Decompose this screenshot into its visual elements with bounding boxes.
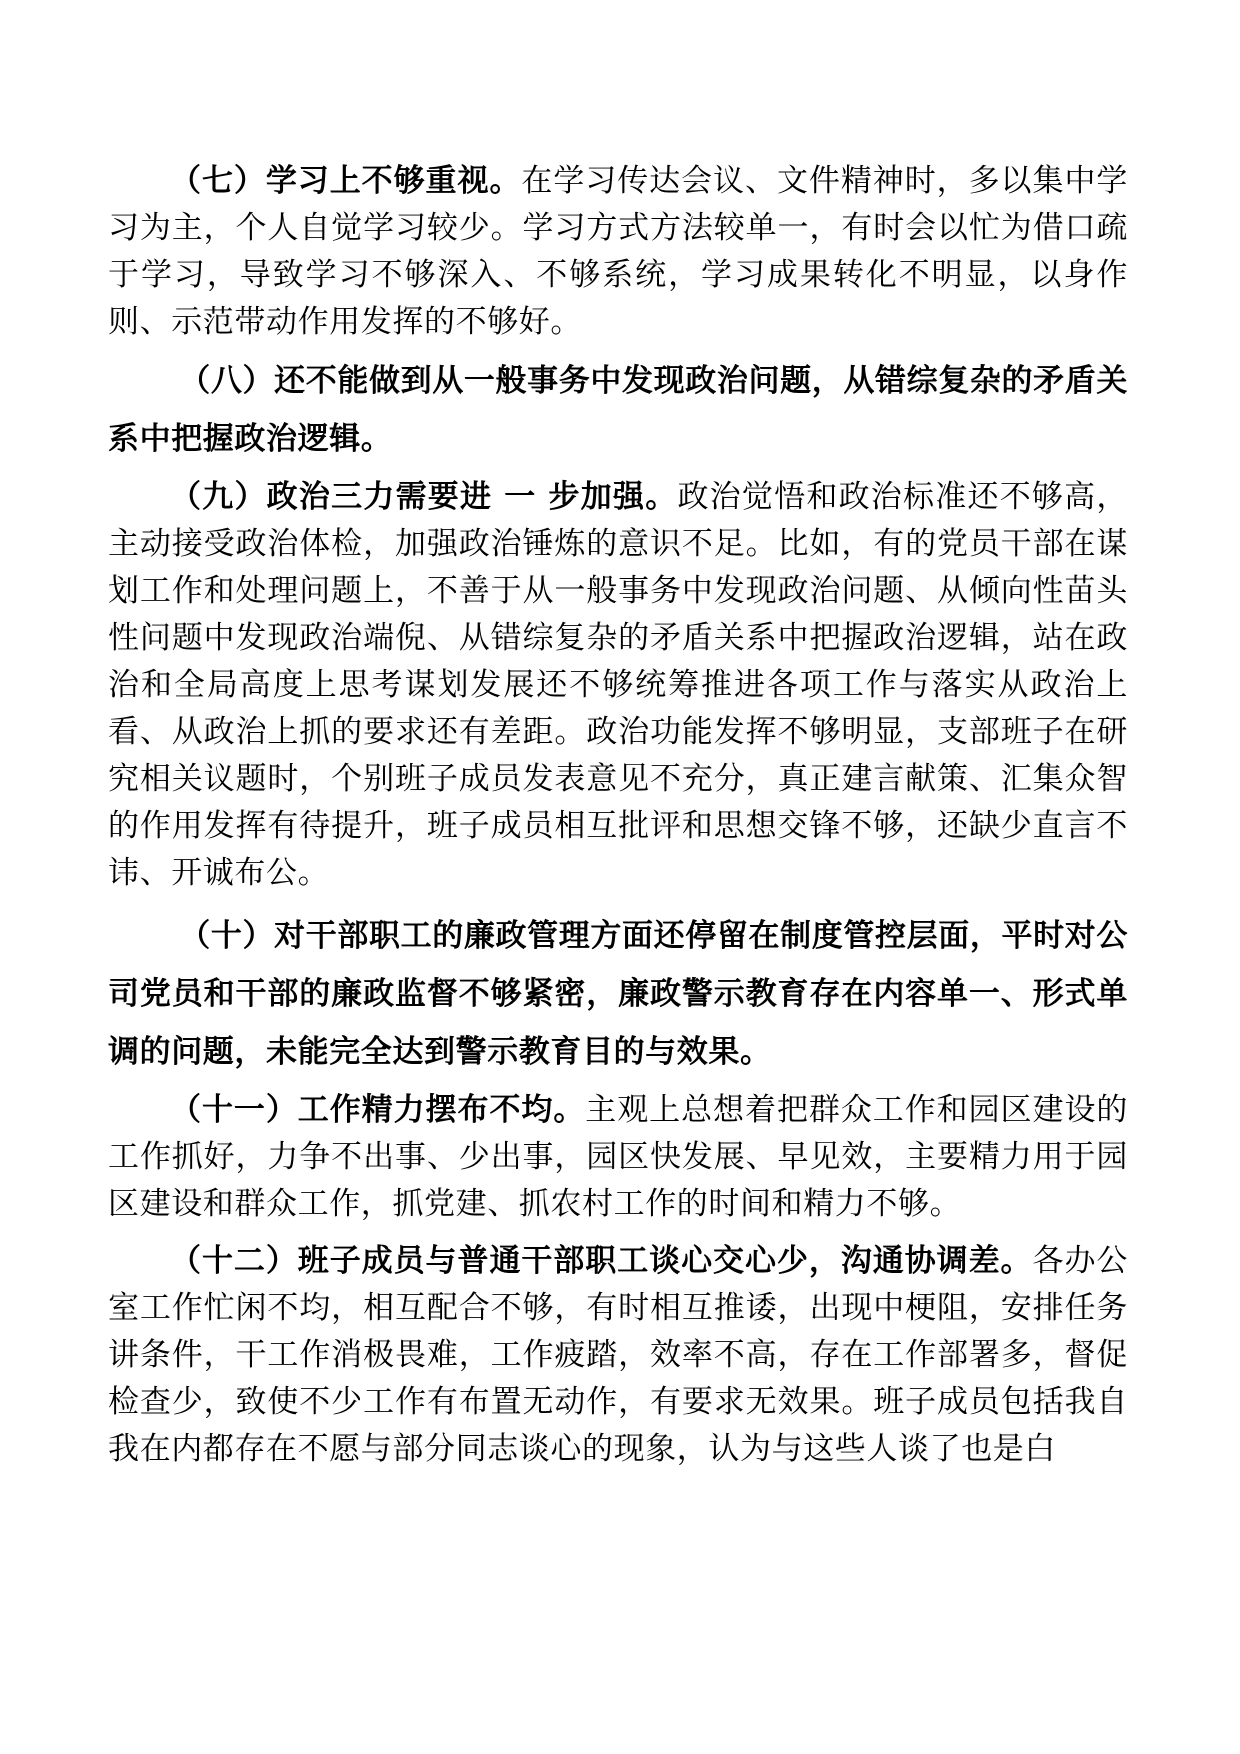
paragraph-10-heading: （十）对干部职工的廉政管理方面还停留在制度管控层面，平时对公司党员和干部的廉政监督不够紧密，廉政警示教育存在内容单一、形式单调的问题，未能完全达到警示教育目的与效果。 [108, 918, 1128, 1070]
paragraph-8 [108, 352, 1128, 468]
paragraph-11-body: 主观上总想着把群众工作和园区建设的工作抓好，力争不出事、少出事，园区快发展、早见效，主要精力用于园区建设和群众工作，抓党建、抓农村工作的时间和精力不够。 [108, 1092, 1128, 1222]
paragraph-7-body: 在学习传达会议、文件精神时，多以集中学习为主，个人自觉学习较少。学习方式方法较单一，有时会以忙为借口疏于学习，导致学习不够深入、不够系统，学习成果转化不明显，以身作则、示范带动作用发挥的不够好。 [108, 163, 1128, 340]
paragraph-12-heading: （十二）班子成员与普通干部职工谈心交心少，沟通协调差。 [170, 1243, 1033, 1279]
paragraph-8-heading: （八）还不能做到从一般事务中发现政治问题，从错综复杂的矛盾关系中把握政治逻辑。 [108, 363, 1128, 457]
paragraph-12-body: 各办公室工作忙闲不均，相互配合不够，有时相互推诿，出现中梗阻，安排任务讲条件，干工作消极畏难，工作疲踏，效率不高，存在工作部署多，督促检查少，致使不少工作有布置无动作，有要求无效果。班子成员包括我自我在内都存在不愿与部分同志谈心的现象，认为与这些人谈了也是白 [108, 1243, 1128, 1467]
paragraph-11 [108, 1087, 1128, 1228]
paragraph-7-heading: （七）学习上不够重视。 [170, 163, 522, 199]
paragraph-7 [108, 158, 1128, 346]
paragraph-9-body: 政治觉悟和政治标准还不够高，主动接受政治体检，加强政治锤炼的意识不足。比如，有的党员干部在谋划工作和处理问题上，不善于从一般事务中发现政治问题、从倾向性苗头性问题中发现政治端倪、从错综复杂的矛盾关系中把握政治逻辑，站在政治和全局高度上思考谋划发展还不够统筹推进各项工作与落实从政治上看、从政治上抓的要求还有差距。政治功能发挥不够明显，支部班子在研究相关议题时，个别班子成员发表意见不充分，真正建言献策、汇集众智的作用发挥有待提升，班子成员相互批评和思想交锋不够，还缺少直言不讳、开诚布公。 [108, 479, 1128, 891]
paragraph-9-heading: （九）政治三力需要进 一 步加强。 [170, 479, 678, 515]
paragraph-9 [108, 474, 1128, 897]
paragraph-11-heading: （十一）工作精力摆布不均。 [170, 1092, 586, 1128]
paragraph-12 [108, 1238, 1128, 1473]
paragraph-10 [108, 907, 1128, 1081]
document-page [108, 158, 1128, 1473]
